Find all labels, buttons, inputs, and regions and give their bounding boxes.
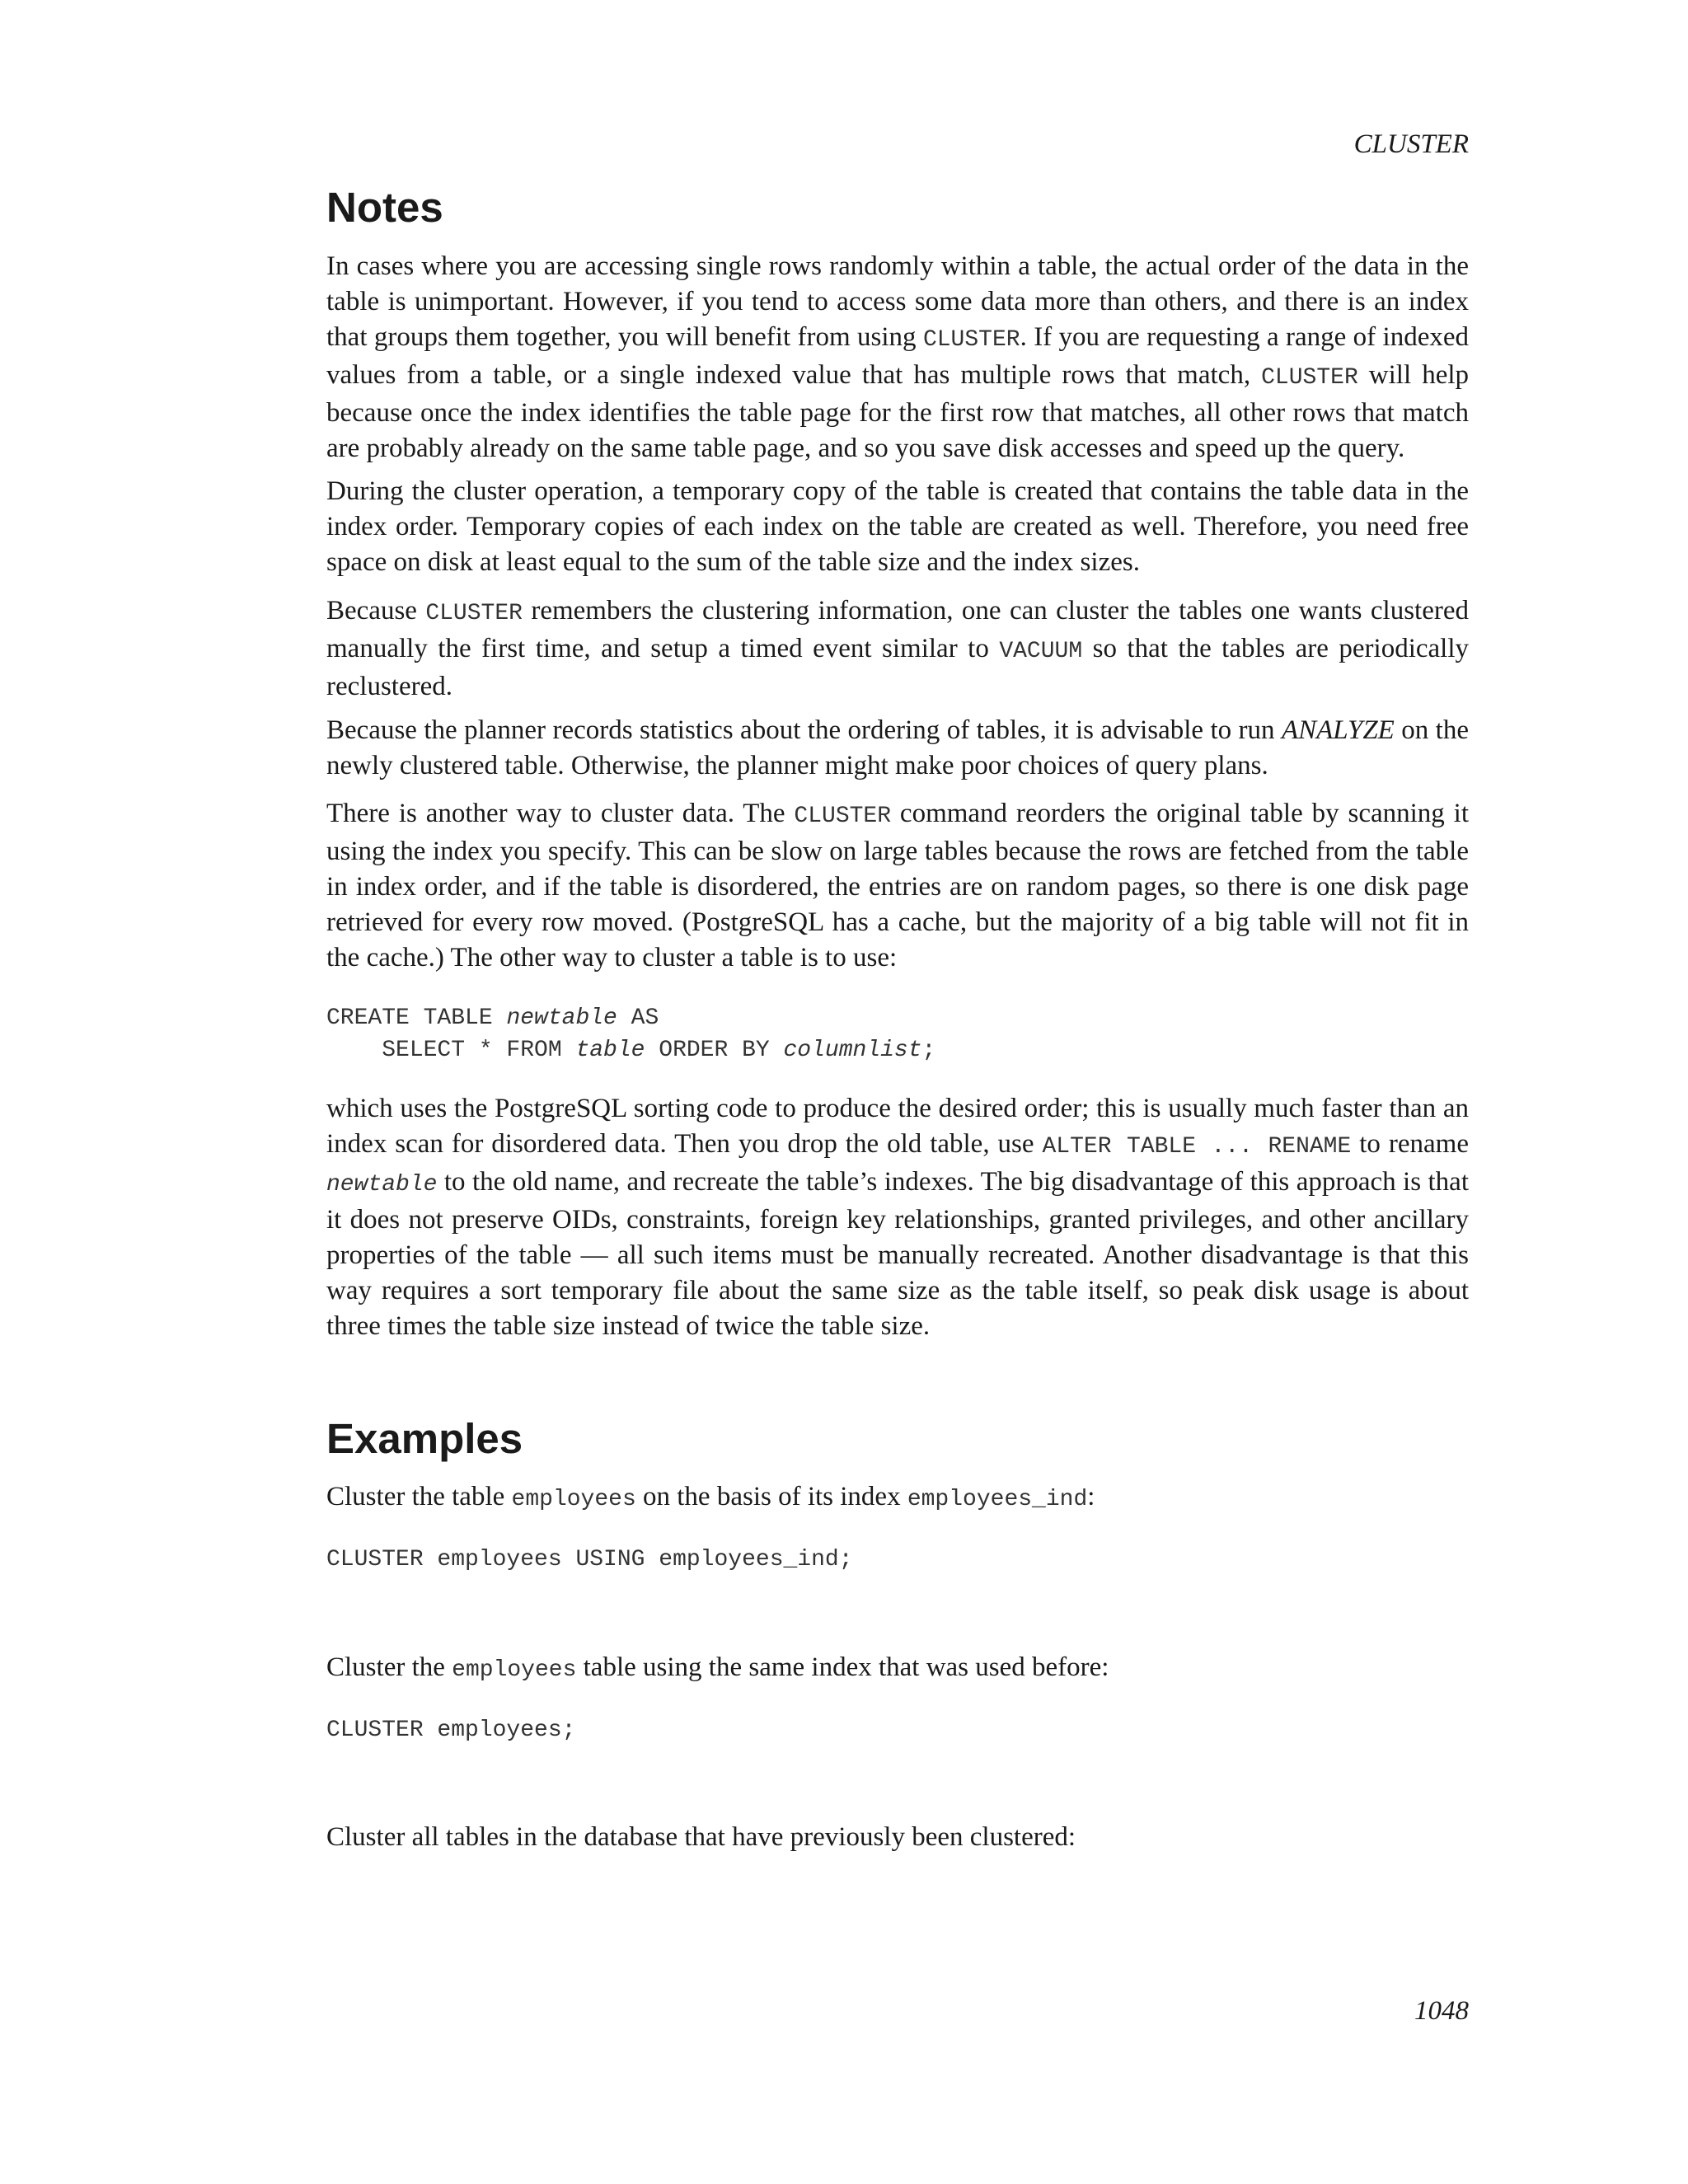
text: Cluster the xyxy=(326,1652,452,1682)
example-3-description: Cluster all tables in the database that have previously been clustered: xyxy=(326,1822,1076,1852)
code-text: CREATE TABLE xyxy=(326,1005,507,1031)
inline-code: CLUSTER xyxy=(922,327,1020,353)
inline-code: employees xyxy=(452,1657,577,1683)
code-variable: columnlist xyxy=(783,1038,922,1063)
example-1-description xyxy=(326,1479,1469,1517)
code-block-create-table xyxy=(326,1002,1469,1066)
inline-code: employees_ind xyxy=(907,1487,1088,1512)
inline-code: employees xyxy=(511,1487,636,1512)
inline-code: ALTER TABLE ... RENAME xyxy=(1042,1134,1352,1160)
text: to rename xyxy=(1351,1129,1469,1159)
notes-paragraph-6 xyxy=(326,1091,1469,1344)
examples-heading: Examples xyxy=(326,1415,523,1462)
text: command reorders the original table by scanning it using the index you specify. This can be slow on large tables because the rows are fetched from the table in index order, and if the table is disordered, the entries are on random pages, so there is one disk page retrieved for every row moved. (PostgreSQL has a cache, but the majority of a big table will not fit in the cache.) The other way to cluster a table is to use: xyxy=(326,799,1469,972)
text: on the newly clustered table. Otherwise, the planner might make poor choices of query plans. xyxy=(326,715,1469,780)
text: Because xyxy=(326,596,426,626)
code-text: ORDER BY xyxy=(645,1038,784,1063)
example-2-code: CLUSTER employees; xyxy=(326,1718,576,1743)
notes-paragraph-3 xyxy=(326,593,1469,705)
inline-code: CLUSTER xyxy=(1261,365,1358,391)
text: In cases where you are accessing single rows randomly within a table, the actual order of the data in the table is unimportant. However, if you tend to access some data more than others, and there is an index that groups them together, you will benefit from using xyxy=(326,251,1469,352)
text: : xyxy=(1087,1482,1095,1511)
text: . If you are requesting a range of indexed values from a table, or a single indexed value that has multiple rows that match, xyxy=(326,322,1469,390)
running-header: CLUSTER xyxy=(1353,129,1469,159)
emphasis-text: ANALYZE xyxy=(1281,715,1395,745)
text: to the old name, and recreate the table’s indexes. The big disadvantage of this approach is that it does not preserve OIDs, constraints, foreign key relationships, granted privileges, and other ancillary properties of the table — all such items must be manually recreated. Another disadvantage is that this way requires a sort temporary file about the same size as the table itself, so peak disk usage is about three times the table size instead of twice the table size. xyxy=(326,1167,1469,1341)
text: which uses the PostgreSQL sorting code to produce the desired order; this is usually much faster than an index scan for disordered data. Then you drop the old table, use xyxy=(326,1094,1469,1159)
code-text: AS xyxy=(617,1005,659,1031)
text: will help because once the index identifies the table page for the first row that matches, all other rows that match are probably already on the same table page, and so you save disk accesses and speed up the query. xyxy=(326,360,1470,463)
text: on the basis of its index xyxy=(635,1482,907,1511)
text: so that the tables are periodically reclustered. xyxy=(326,634,1469,701)
notes-paragraph-5 xyxy=(326,796,1469,976)
notes-paragraph-1 xyxy=(326,249,1469,466)
page-number: 1048 xyxy=(1414,1996,1469,2026)
text: Cluster the table xyxy=(326,1482,512,1511)
text: Because the planner records statistics about the ordering of tables, it is advisable to run xyxy=(326,715,1282,745)
text: remembers the clustering information, one can cluster the tables one wants clustered manually the first time, and setup a timed event similar to xyxy=(326,596,1469,663)
code-variable: table xyxy=(575,1038,645,1063)
example-2-description xyxy=(326,1650,1469,1688)
code-variable: newtable xyxy=(506,1005,617,1031)
example-1-code: CLUSTER employees USING employees_ind; xyxy=(326,1547,853,1572)
notes-paragraph-4 xyxy=(326,713,1469,784)
text: table using the same index that was used before: xyxy=(576,1652,1109,1682)
code-text: SELECT * FROM xyxy=(326,1038,576,1063)
inline-code-variable: newtable xyxy=(326,1172,438,1197)
inline-code: CLUSTER xyxy=(425,601,523,626)
notes-heading: Notes xyxy=(326,184,443,231)
inline-code: VACUUM xyxy=(999,639,1083,664)
notes-paragraph-2: During the cluster operation, a temporary copy of the table is created that contains the table data in the index order. Temporary copies of each index on the table are created as well. Therefore, you need free space on disk at least equal to the sum of the table size and the index sizes. xyxy=(326,476,1469,577)
code-text: ; xyxy=(921,1038,936,1063)
inline-code: CLUSTER xyxy=(794,804,892,829)
text: There is another way to cluster data. The xyxy=(326,799,795,828)
